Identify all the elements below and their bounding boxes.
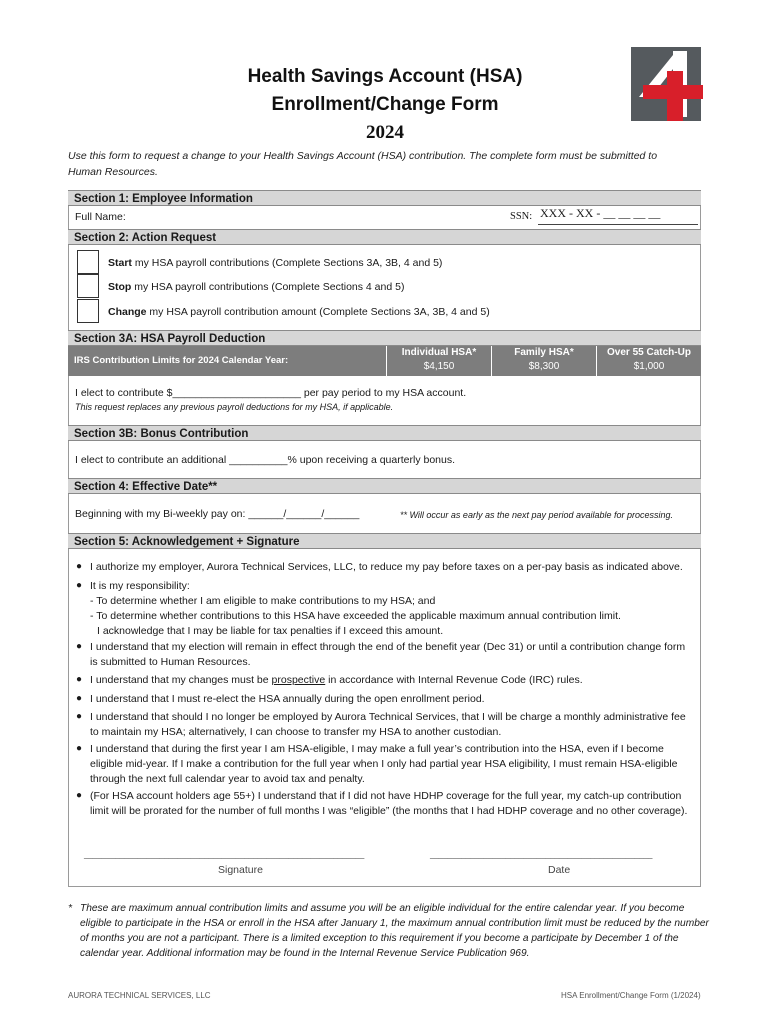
- red-cross-logo-icon: [629, 47, 705, 123]
- bullet-icon: ●: [76, 674, 83, 685]
- form-subtitle: Enrollment/Change Form: [271, 94, 499, 115]
- bullet-icon: ●: [76, 580, 83, 591]
- date-input[interactable]: __________________________________________________: [430, 850, 653, 859]
- irs-limits-label: IRS Contribution Limits for 2024 Calendar Year:: [68, 346, 386, 376]
- form-title: Health Savings Account (HSA): [247, 66, 523, 87]
- ack-item-4: I understand that my changes must be prospective in accordance with Internal Revenue Code (IRC) rules.: [90, 674, 583, 686]
- stop-option-label: Stop my HSA payroll contributions (Complete Sections 4 and 5): [108, 281, 405, 293]
- footer-form-id: HSA Enrollment/Change Form (1/2024): [561, 991, 701, 1000]
- effective-date-note: ** Will occur as early as the next pay period available for processing.: [400, 510, 674, 520]
- ssn-label: SSN:: [510, 211, 533, 222]
- date-label: Date: [548, 864, 571, 876]
- individual-hsa-cell: Individual HSA* $4,150: [387, 346, 491, 376]
- ack-item-6: I understand that should I no longer be employed by Aurora Technical Services, that I will be charge a monthly administrative fee to maintain my HSA; alternatively, I can choose to transfer my HSA to another custodian.: [90, 711, 686, 738]
- bullet-icon: ●: [76, 711, 83, 722]
- start-checkbox[interactable]: [77, 250, 99, 274]
- change-option-label: Change my HSA payroll contribution amount (Complete Sections 3A, 3B, 4 and 5): [108, 306, 490, 318]
- section3b-heading: Section 3B: Bonus Contribution: [68, 425, 701, 441]
- irs-limits-table: [68, 346, 701, 376]
- section4-heading: Section 4: Effective Date**: [68, 478, 701, 494]
- signature-label: Signature: [218, 864, 263, 876]
- ack-item-2: It is my responsibility: - To determine whether I am eligible to make contributions to my HSA; and - To determine whether contributions to this HSA have exceeded the applicable maximum annual contribution limit. I acknowledge that I may be liable for tax penalties if I exceed this amount.: [90, 580, 621, 637]
- bonus-percent-input[interactable]: I elect to contribute an additional __________% upon receiving a quarterly bonus.: [75, 454, 456, 466]
- family-hsa-cell: Family HSA* $8,300: [492, 346, 596, 376]
- footnote-text: These are maximum annual contribution limits and assume you will be an eligible individual for the entire calendar year. If you become eligible to participate in the HSA or enroll in the HSA after January 1, the maximum annual contribution limit must be reduced by the number of months you are not a participant. There is a limited exception to this requirement if you become a participate by December 1 of the calendar year. Additional information may be found in the Internal Revenue Service Publication 969.: [80, 903, 709, 959]
- bullet-icon: ●: [76, 561, 83, 572]
- ack-item-1: I authorize my employer, Aurora Technical Services, LLC, to reduce my pay before taxes on a per-pay basis as indicated above.: [90, 561, 683, 573]
- catchup-cell: Over 55 Catch-Up $1,000: [597, 346, 701, 376]
- section1-heading: Section 1: Employee Information: [68, 190, 701, 206]
- ack-item-8: (For HSA account holders age 55+) I understand that if I did not have HDHP coverage for the full year, my catch-up contribution limit will be prorated for the number of full months I was “eligible” (the months that I had HDHP coverage and no other coverage).: [90, 790, 688, 817]
- ssn-input[interactable]: XXX - XX - __ __ __ __: [540, 206, 661, 220]
- change-checkbox[interactable]: [77, 299, 99, 323]
- section5-heading: Section 5: Acknowledgement + Signature: [68, 533, 701, 549]
- intro-text: Use this form to request a change to your Health Savings Account (HSA) contribution. The complete form must be submitted to Human Resources.: [68, 150, 658, 178]
- bullet-icon: ●: [76, 790, 83, 801]
- section2-heading: Section 2: Action Request: [68, 229, 701, 245]
- replace-note: This request replaces any previous payroll deductions for my HSA, if applicable.: [75, 402, 394, 412]
- full-name-input[interactable]: [130, 222, 502, 223]
- ack-item-7: I understand that during the first year I am HSA-eligible, I may make a full year’s contribution into the HSA, even if I become eligible mid-year. If I make a contribution for the full year when I only had partial year HSA eligibility, I must remain HSA-eligible through the next full calendar year to avoid tax and penalty.: [90, 743, 678, 785]
- stop-checkbox[interactable]: [77, 274, 99, 298]
- ssn-underline: [538, 224, 698, 225]
- signature-input[interactable]: _______________________________________________________________: [84, 850, 365, 859]
- contribution-amount-input[interactable]: I elect to contribute $______________________ per pay period to my HSA account.: [75, 387, 467, 399]
- bullet-icon: ●: [76, 693, 83, 704]
- footer-company: AURORA TECHNICAL SERVICES, LLC: [68, 991, 211, 1000]
- ack-item-3: I understand that my election will remain in effect through the end of the benefit year (Dec 31) or until a contribution change form is submitted to Human Resources.: [90, 641, 686, 668]
- footnote-star: *: [68, 902, 73, 914]
- full-name-label: Full Name:: [75, 211, 126, 223]
- start-option-label: Start my HSA payroll contributions (Complete Sections 3A, 3B, 4 and 5): [108, 257, 443, 269]
- form-year: 2024: [366, 122, 404, 143]
- section3a-heading: Section 3A: HSA Payroll Deduction: [68, 330, 701, 346]
- bullet-icon: ●: [76, 641, 83, 652]
- ack-item-5: I understand that I must re-elect the HSA annually during the open enrollment period.: [90, 693, 485, 705]
- bullet-icon: ●: [76, 743, 83, 754]
- effective-date-input[interactable]: Beginning with my Bi-weekly pay on: ______/______/______: [75, 508, 360, 520]
